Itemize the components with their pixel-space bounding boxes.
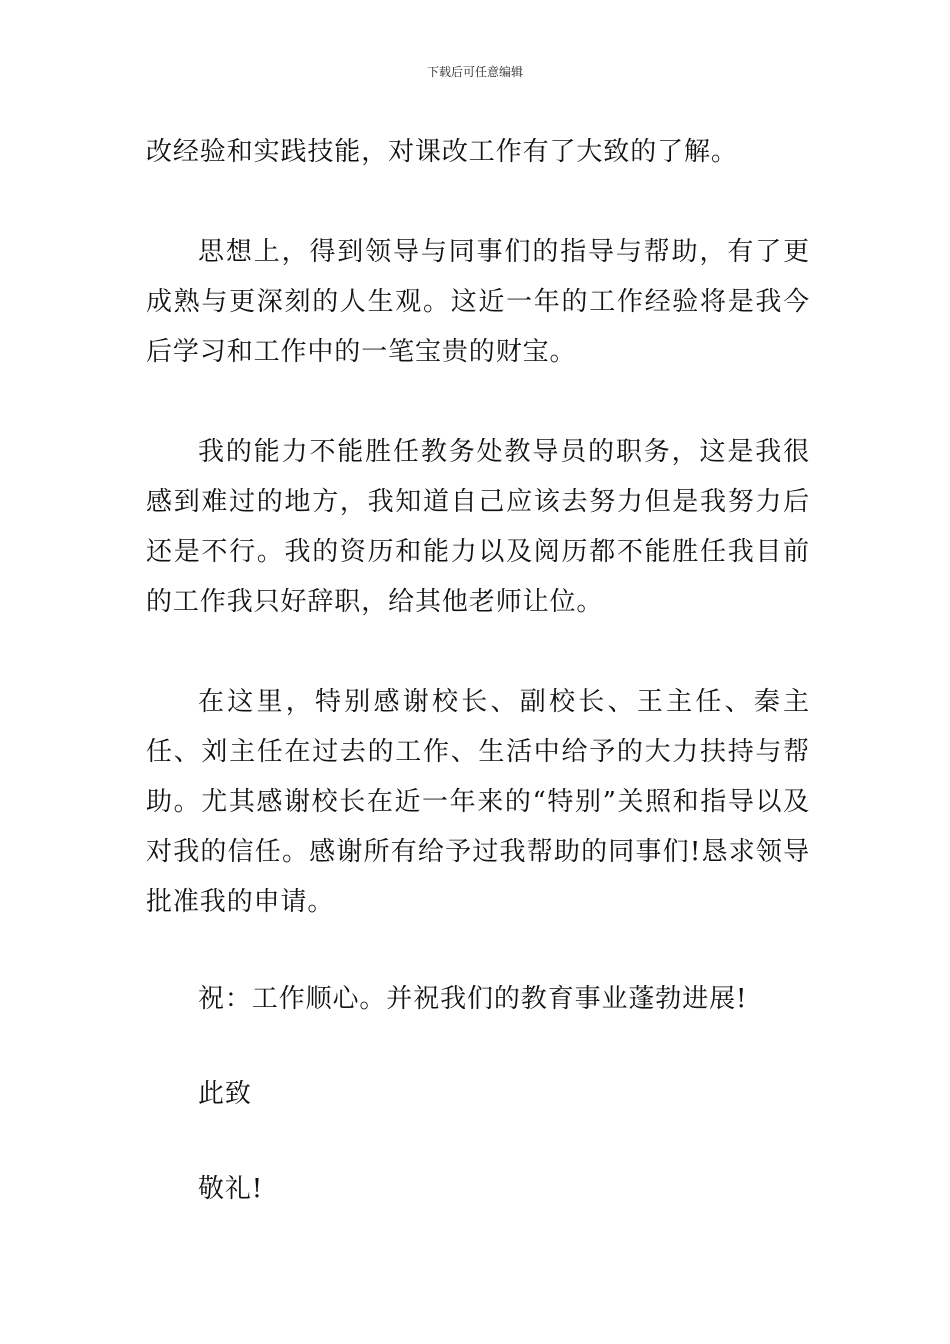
paragraph-thoughts: 思想上，得到领导与同事们的指导与帮助，有了更成熟与更深刻的人生观。这近一年的工作经验将是我今后学习和工作中的一笔宝贵的财宝。 [146, 237, 810, 367]
closing-jingli: 敬礼! [198, 1174, 264, 1204]
paragraph-ability: 我的能力不能胜任教务处教导员的职务，这是我很感到难过的地方，我知道自己应该去努力但是我努力后还是不行。我的资历和能力以及阅历都不能胜任我目前的工作我只好辞职，给其他老师让位。 [146, 437, 810, 617]
paragraph-continuation: 改经验和实践技能，对课改工作有了大致的了解。 [146, 137, 738, 167]
paragraph-wishes: 祝：工作顺心。并祝我们的教育事业蓬勃进展! [198, 984, 748, 1014]
page-header: 下载后可任意编辑 [426, 65, 523, 79]
closing-cizhi: 此致 [198, 1079, 252, 1109]
letter-body [146, 127, 810, 1214]
paragraph-thanks: 在这里，特别感谢校长、副校长、王主任、秦主任、刘主任在过去的工作、生活中给予的大力扶持与帮助。尤其感谢校长在近一年来的“特别”关照和指导以及对我的信任。感谢所有给予过我帮助的同事们!恳求领导批准我的申请。 [146, 687, 810, 917]
